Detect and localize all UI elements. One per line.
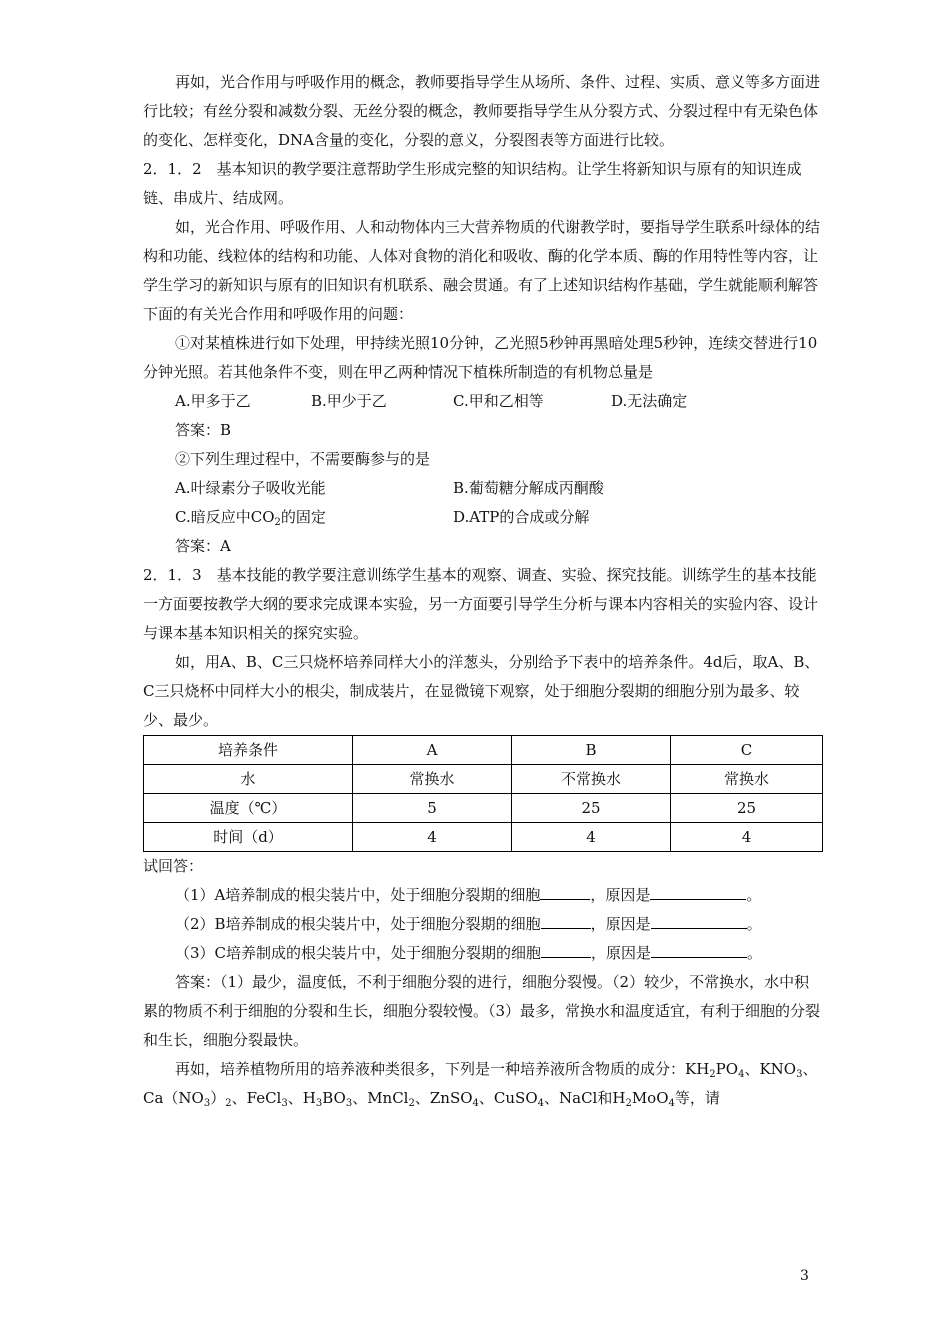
table-header-row: [144, 736, 823, 765]
table-cell: 温度（℃）: [144, 794, 353, 823]
q2-option-a: A.叶绿素分子吸收光能: [175, 479, 326, 497]
table-cell: 常换水: [353, 765, 512, 794]
q1-option-a: A.甲多于乙: [175, 392, 251, 410]
paragraph-nutrient-solution: 再如，培养植物所用的培养液种类很多，下列是一种培养液所含物质的成分：$KH_2PO_4$、$KNO_3$、$Ca(NO_3)_2$、FeCl$_3$、$H_3BO_3$、MnCl$_2$、ZnSO$_4$、CuSO$_4$、NaCl和$H_2MoO_4$等，请: [143, 1060, 818, 1109]
question-2-stem: ②下列生理过程中，不需要酶参与的是: [175, 450, 431, 468]
answer-blank[interactable]: [651, 914, 747, 929]
table-cell: 4: [512, 823, 671, 852]
paragraph-onion-experiment: 如，用A、B、C三只烧杯培养同样大小的洋葱头，分别给予下表中的培养条件。4d后，取A、B、C三只烧杯中同样大小的根尖，制成装片，在显微镜下观察，处于细胞分裂期的细胞分别为最多、较少、最少。: [143, 653, 820, 729]
table-cell: 4: [353, 823, 512, 852]
table-header-cell: B: [512, 736, 671, 765]
fill-question-1: （1）A培养制成的根尖装片中，处于细胞分裂期的细胞 ，原因是 。: [175, 886, 762, 904]
q2-option-d: D.ATP的合成或分解: [453, 508, 590, 526]
q1-option-c: C.甲和乙相等: [453, 392, 544, 410]
paragraph-knowledge-structure: 如，光合作用、呼吸作用、人和动物体内三大营养物质的代谢教学时，要指导学生联系叶绿体的结构和功能、线粒体的结构和功能、人体对食物的消化和吸收、酶的化学本质、酶的作用特性等内容，让学生学习的新知识与原有的旧知识有机联系、融会贯通。有了上述知识结构作基础，学生就能顺利解答下面的有关光合作用和呼吸作用的问题：: [143, 218, 821, 323]
table-cell: 常换水: [671, 765, 823, 794]
table-cell: 不常换水: [512, 765, 671, 794]
q2-option-b: B.葡萄糖分解成丙酮酸: [453, 479, 604, 497]
answer-blank[interactable]: [651, 943, 747, 958]
table-cell: 4: [671, 823, 823, 852]
fill-question-2: （2）B培养制成的根尖装片中，处于细胞分裂期的细胞 ，原因是 。: [175, 915, 762, 933]
table-cell: 25: [512, 794, 671, 823]
question-2-options-row2: [143, 503, 823, 532]
q1-option-b: B.甲少于乙: [311, 392, 387, 410]
table-cell: 水: [144, 765, 353, 794]
try-answer-label: 试回答：: [143, 857, 204, 875]
document-body: [143, 68, 823, 1113]
answer-blank[interactable]: [540, 885, 590, 900]
q1-answer: 答案：B: [175, 421, 232, 439]
paragraph-comparison: 再如，光合作用与呼吸作用的概念，教师要指导学生从场所、条件、过程、实质、意义等多方面进行比较；有丝分裂和减数分裂、无丝分裂的概念，教师要指导学生从分裂方式、分裂过程中有无染色体的变化、怎样变化，DNA含量的变化，分裂的意义，分裂图表等方面进行比较。: [143, 73, 821, 149]
q2-answer: 答案：A: [175, 537, 231, 555]
table-header-cell: A: [353, 736, 512, 765]
fill-question-3: （3）C培养制成的根尖装片中，处于细胞分裂期的细胞 ，原因是 。: [175, 944, 763, 962]
question-1-options: [143, 387, 823, 416]
q1-option-d: D.无法确定: [611, 392, 688, 410]
table-row: [144, 823, 823, 852]
section-heading-2-1-2: 2．1．2 基本知识的教学要注意帮助学生形成完整的知识结构。让学生将新知识与原有的知识连成链、串成片、结成网。: [143, 160, 802, 207]
page-number: 3: [800, 1268, 809, 1284]
question-2-options-row1: [143, 474, 823, 503]
culture-conditions-table: [143, 735, 823, 852]
table-header-cell: 培养条件: [144, 736, 353, 765]
table-row: [144, 794, 823, 823]
table-cell: 25: [671, 794, 823, 823]
answer-blank[interactable]: [541, 914, 591, 929]
answer-paragraph: 答案：（1）最少，温度低，不利于细胞分裂的进行，细胞分裂慢。（2）较少，不常换水，水中积累的物质不利于细胞的分裂和生长，细胞分裂较慢。（3）最多，常换水和温度适宜，有利于细胞的分裂和生长，细胞分裂最快。: [143, 973, 821, 1049]
question-1-stem: ①对某植株进行如下处理，甲持续光照10分钟，乙光照5秒钟再黑暗处理5秒钟，连续交替进行10分钟光照。若其他条件不变，则在甲乙两种情况下植株所制造的有机物总量是: [143, 334, 818, 381]
table-header-cell: C: [671, 736, 823, 765]
table-cell: 5: [353, 794, 512, 823]
table-cell: 时间（d）: [144, 823, 353, 852]
section-heading-2-1-3: 2．1．3 基本技能的教学要注意训练学生基本的观察、调查、实验、探究技能。训练学生的基本技能一方面要按教学大纲的要求完成课本实验，另一方面要引导学生分析与课本内容相关的实验内容、设计与课本基本知识相关的探究实验。: [143, 566, 819, 642]
answer-blank[interactable]: [650, 885, 746, 900]
answer-blank[interactable]: [541, 943, 591, 958]
table-row: [144, 765, 823, 794]
q2-option-c: C.暗反应中$CO_2$的固定: [175, 508, 326, 528]
